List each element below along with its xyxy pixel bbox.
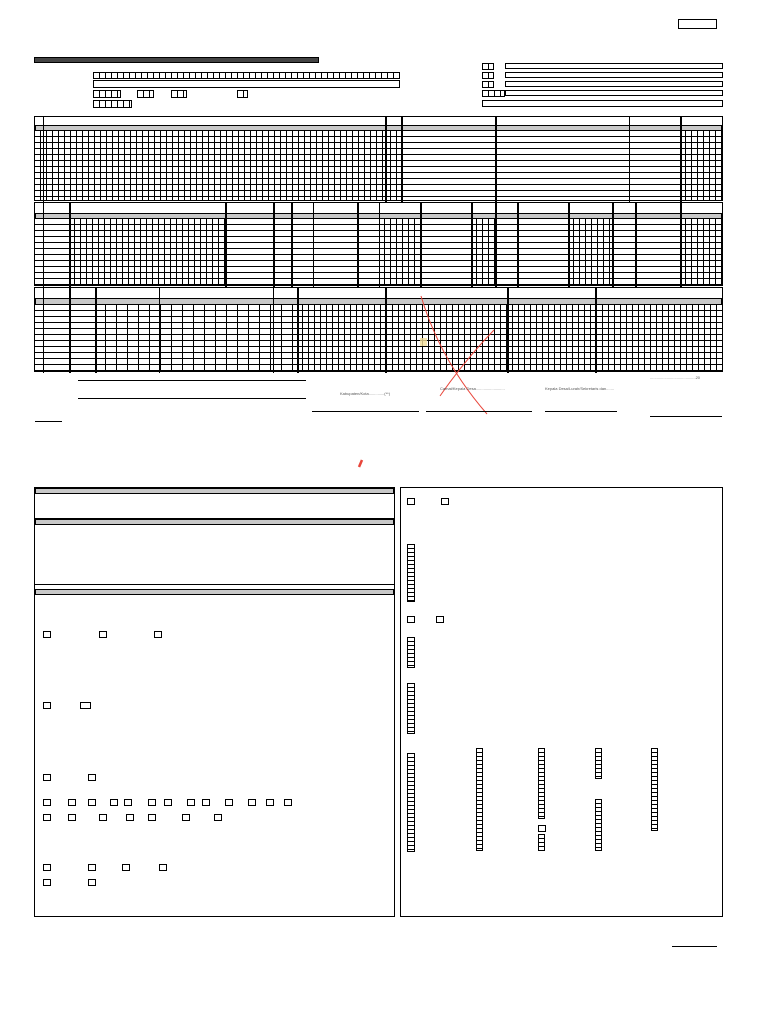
checkbox[interactable] [148,814,156,821]
code-column-9[interactable] [595,799,602,851]
signature-line-3[interactable] [35,421,62,422]
checkbox[interactable] [122,864,130,871]
checkbox[interactable] [88,864,96,871]
checkbox[interactable] [284,799,292,806]
left-panel-header-1 [35,488,394,494]
code-column-5[interactable] [476,748,483,851]
code-column-7[interactable] [538,834,545,851]
left-panel [34,487,395,917]
checkbox[interactable] [43,814,51,821]
code-column-8[interactable] [595,748,602,779]
checkbox[interactable] [148,799,156,806]
footer-line [672,946,717,947]
checkbox[interactable] [266,799,274,806]
checkbox[interactable] [154,631,162,638]
checkbox[interactable] [99,814,107,821]
left-panel-header-2 [35,519,394,525]
checkbox[interactable] [407,616,415,623]
signature-date: .........................................20 [650,375,701,380]
checkbox[interactable] [126,814,134,821]
left-panel-header-3 [35,589,394,595]
checkbox[interactable] [43,774,51,781]
signature-label-1: Kabupaten/Kota..............(**) [340,391,391,396]
code-column-4[interactable] [407,753,415,852]
code-column-2[interactable] [407,637,415,668]
checkbox[interactable] [436,616,444,623]
code-column-6[interactable] [538,748,545,819]
checkbox[interactable] [182,814,190,821]
checkbox[interactable] [43,864,51,871]
checkbox[interactable] [99,631,107,638]
signature-label-2: Camat/Kepala Desa.......................... [440,386,505,391]
signature-line-6[interactable] [545,411,617,412]
code-column-1[interactable] [407,544,415,602]
checkbox[interactable] [124,799,132,806]
checkbox[interactable] [43,799,51,806]
signature-line-5[interactable] [426,411,532,412]
code-column-10[interactable] [651,748,658,831]
right-panel [400,487,723,917]
signature-line-2[interactable] [78,398,306,399]
signature-label-3: Kepala Desa/Lurah/Sekretaris dan....... [545,386,614,391]
checkbox[interactable] [164,799,172,806]
checkbox[interactable] [88,774,96,781]
checkbox[interactable] [68,814,76,821]
checkbox[interactable] [214,814,222,821]
checkbox[interactable] [43,702,51,709]
signature-line-1[interactable] [78,380,306,381]
signature-line-7[interactable] [650,416,722,417]
checkbox[interactable] [80,702,91,709]
checkbox[interactable] [248,799,256,806]
checkbox[interactable] [43,879,51,886]
checkbox[interactable] [187,799,195,806]
checkbox[interactable] [68,799,76,806]
signature-line-4[interactable] [312,411,419,412]
code-column-3[interactable] [407,683,415,734]
checkbox[interactable] [43,631,51,638]
checkbox[interactable] [88,879,96,886]
checkbox[interactable] [159,864,167,871]
checkbox[interactable] [88,799,96,806]
checkbox[interactable] [407,498,415,505]
checkbox[interactable] [110,799,118,806]
checkbox[interactable] [202,799,210,806]
checkbox[interactable] [538,825,546,832]
checkbox[interactable] [441,498,449,505]
checkbox[interactable] [225,799,233,806]
